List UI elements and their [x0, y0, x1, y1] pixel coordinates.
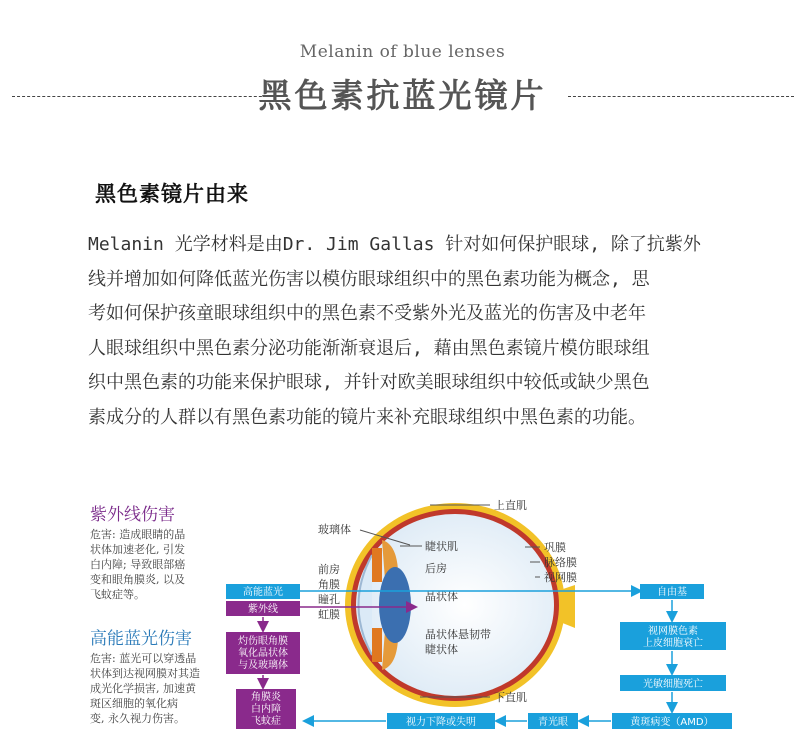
uv-line: 状体加速老化, 引发 — [90, 543, 185, 556]
label-lens: 晶状体 — [425, 590, 458, 603]
label-superior-rectus: 上直肌 — [494, 499, 527, 512]
label-retina: 视网膜 — [544, 571, 577, 584]
label-ciliary-body: 睫状体 — [425, 643, 458, 656]
blue-line: 状体到达视网膜对其造 — [90, 667, 200, 680]
label-ciliary-muscle: 睫状肌 — [425, 540, 458, 553]
blue-line: 成光化学损害, 加速黄 — [90, 682, 196, 695]
amd-text: 黄斑病变（AMD） — [630, 717, 714, 728]
iris-lower-shape — [372, 628, 382, 662]
english-subtitle: Melanin of blue lenses — [299, 42, 506, 62]
label-posterior-chamber: 后房 — [425, 562, 447, 575]
result-line: 白内障 — [251, 704, 281, 715]
lens-damage-line: 灼伤眼角膜 — [238, 636, 288, 647]
vision-loss-text: 视力下降或失明 — [406, 717, 476, 728]
label-choroid: 脉络膜 — [544, 556, 577, 569]
label-inferior-rectus: 下直肌 — [494, 691, 527, 704]
section-heading: 黑色素镜片由来 — [95, 182, 249, 206]
uv-damage-title: 紫外线伤害 — [90, 505, 175, 525]
paragraph-line: 考如何保护孩童眼球组织中的黑色素不受紫外光及蓝光的伤害及中老年 — [88, 303, 646, 324]
lens-shape — [379, 567, 411, 643]
uv-line: 变和眼角膜炎, 以及 — [90, 573, 185, 586]
photoreceptor-text: 光敏细胞死亡 — [643, 679, 703, 690]
paragraph-line: 人眼球组织中黑色素分泌功能渐渐衰退后, 藉由黑色素镜片模仿眼球组 — [88, 337, 650, 359]
uv-line: 危害: 造成眼睛的晶 — [90, 528, 186, 541]
paragraph-line: 线并增加如何降低蓝光伤害以模仿眼球组织中的黑色素功能为概念, 思 — [88, 268, 650, 290]
result-line: 角膜炎 — [251, 692, 281, 703]
label-cornea: 角膜 — [318, 578, 340, 591]
paragraph-line: Melanin 光学材料是由Dr. Jim Gallas 针对如何保护眼球, 除了抗紫外 — [88, 234, 701, 255]
label-vitreous: 玻璃体 — [318, 523, 351, 536]
uv-line: 白内障; 导致眼部癌 — [90, 558, 186, 571]
blue-light-text: 高能蓝光 — [243, 587, 283, 598]
label-anterior-chamber: 前房 — [318, 563, 340, 576]
lens-damage-line: 与及玻璃体 — [238, 660, 288, 671]
free-radical-text: 自由基 — [657, 587, 687, 598]
blue-damage-title: 高能蓝光伤害 — [90, 629, 192, 649]
page-title: 黑色素抗蓝光镜片 — [258, 76, 547, 115]
iris-upper-shape — [372, 548, 382, 582]
paragraph-line: 织中黑色素的功能来保护眼球, 并针对欧美眼球组织中较低或缺少黑色 — [88, 372, 650, 393]
blue-line: 危害: 蓝光可以穿透晶 — [90, 652, 197, 665]
label-pupil: 瞳孔 — [318, 593, 340, 606]
label-iris: 虹膜 — [318, 608, 340, 621]
pigment-line: 视网膜色素 — [648, 626, 698, 637]
paragraph-line: 素成分的人群以有黑色素功能的镜片来补充眼球组织中黑色素的功能。 — [88, 406, 646, 428]
uv-line: 飞蚊症等。 — [90, 588, 145, 601]
blue-line: 斑区细胞的氧化病 — [90, 697, 178, 710]
blue-line: 变, 永久视力伤害。 — [90, 712, 185, 725]
eyeball — [345, 503, 575, 707]
result-line: 飞蚊症 — [251, 716, 281, 727]
pigment-line: 上皮细胞衰亡 — [643, 638, 703, 649]
glaucoma-text: 青光眼 — [538, 717, 568, 728]
label-sclera: 巩膜 — [544, 541, 566, 554]
uv-text: 紫外线 — [248, 604, 278, 615]
label-zonule: 晶状体悬韧带 — [425, 628, 491, 641]
lens-damage-line: 氧化晶状体 — [238, 648, 288, 659]
